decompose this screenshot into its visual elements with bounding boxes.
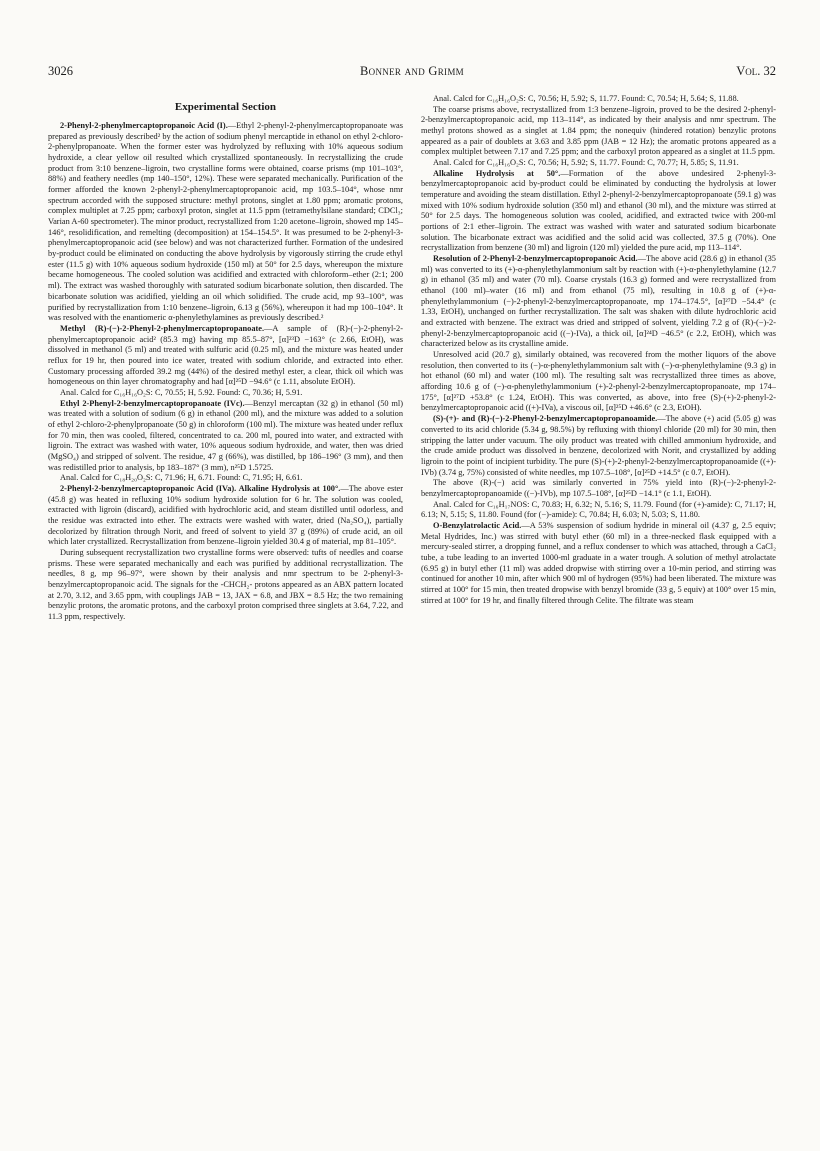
paragraph-heading: Ethyl 2-Phenyl-2-benzylmercaptopropanoate (IVc). (60, 398, 245, 408)
paragraph-text: The above (R)-(−) acid was similarly converted in 75% yield into (R)-(−)-2-phenyl-2-benzylmercaptopropanoamide ((−)-IVb), mp 107.5–108°, [α]²⁵D −14.1° (c 1.1, EtOH). (421, 478, 776, 498)
paragraph-heading: Resolution of 2-Phenyl-2-benzylmercaptopropanoic Acid. (433, 254, 638, 264)
two-column-body (48, 94, 776, 1124)
paragraph-text: Anal. Calcd for C₁₆H₁₆O₂S: C, 70.55; H, 5.92. Found: C, 70.36; H, 5.91. (60, 387, 303, 397)
paragraph-text: Unresolved acid (20.7 g), similarly obtained, was recovered from the mother liquors of the above resolution, then converted to its (−)-α-phenylethylammonium salt with (−)-α-phenylethylamine (9.3 g) in hot ethanol (60 ml) and water (100 ml). The resulting salt was recrystallized three times as above, affording 10.6 g of (−)-α-phenylethylammonium (+)-2-phenyl-2-benzylmercaptopropanoate, mp 174–175°, [α]²⁷D +53.8° (c 1.24, EtOH). This was converted, as above, into free (S)-(+)-2-phenyl-2-benzylmercaptopropanoic acid ((+)-IVa), a viscous oil, [α]²⁵D +46.6° (c 2.3, EtOH). (421, 350, 776, 413)
paragraph (421, 478, 776, 499)
paragraph-text: —The above acid (28.6 g) in ethanol (35 ml) was converted to its (+)-α-phenylethylammonium salt by reaction with (+)-α-phenylethylamine (12.7 g) in ethanol (35 ml) and water (70 ml). Coarse crystals (16.3 g) formed and were recrystallized from ethanol (100 ml)–water (16 ml) and from ethanol (75 ml), resulting in 10.8 g of (+)-α-phenylethylammonium (−)-2-phenyl-2-benzylmercaptopropanoate, mp 174–174.5°, [α]²⁷D −54.4° (c 1.33, EtOH), unchanged on further recrystallization. The salt was shaken with dilute hydrochloric acid and extracted with benzene. The extract was dried and stripped of solvent, yielding 7.2 g of (R)-(−)-2-phenyl-2-benzylmercaptopropanoic acid ((−)-IVa), a thick oil, [α]²⁴D −46.5° (c 2.2, EtOH), which was characterized below as its crystalline amide. (421, 254, 776, 349)
paragraph (421, 105, 776, 158)
paragraph-text: The coarse prisms above, recrystallized from 1:3 benzene–ligroin, proved to be the desired 2-phenyl-2-benzylmercaptopropanoic acid, mp 113–114°, as indicated by their analysis and nmr spectrum. The methyl protons showed as a singlet at 1.84 ppm; the nonequiv (hindered rotation) benzylic protons appeared as a pair of doublets at 3.63 and 3.85 ppm (JAB = 12 Hz); the aromatic protons appeared as a complex multiplet between 7.17 and 7.25 ppm; and the carboxyl proton appeared as a singlet at 11.5 ppm. (421, 104, 776, 157)
paragraph (421, 500, 776, 521)
right-column (421, 94, 776, 1124)
paragraph-text: —Formation of the above undesired 2-phenyl-3-benzylmercaptopropanoic acid by-product could be eliminated by conducting the hydrolysis at lower temperature and avoiding the steam distillation. Ethyl 2-phenyl-2-benzylmercaptopropanoate (59.1 g) was mixed with 10% sodium hydroxide solution (350 ml) and ethanol (30 ml), and the mixture was stirred at 50° for 2.5 days. The homogeneous solution was cooled, acidified, and extracted twice with 200-ml portions of 2:1 ether–ligroin. The extract was washed with water and saturated sodium bicarbonate solution. The bicarbonate extract was acidified and the solid acid was collected, 37.5 g (70%). One recrystallization from benzene (30 ml) and ligroin (120 ml) yielded the pure acid, mp 113–114°. (421, 168, 776, 253)
paragraph (48, 484, 403, 548)
paragraph (48, 121, 403, 324)
page-number: 3026 (48, 64, 73, 78)
paragraph (48, 473, 403, 484)
paragraph-text: —Benzyl mercaptan (32 g) in ethanol (50 ml) was treated with a solution of sodium (6 g) in ethanol (200 ml), and the mixture was added to a solution of ethyl 2-chloro-2-phenylpropanoate (50 g) in chloroform (100 ml). The mixture was heated under reflux for 70 min, then was cooled, filtered, concentrated to ca. 200 ml, poured into water, and extracted with ligroin. The extract was washed with water, 10% aqueous sodium hydroxide, and water, then was dried (MgSO₄) and stripped of solvent. The residue, 47 g (66%), was distilled, bp 186–196° (3 mm), and then was redistilled prior to analysis, bp 183–187° (3 mm), n²⁵D 1.5725. (48, 398, 403, 472)
left-column (48, 94, 403, 1124)
paragraph-text: —The above (+) acid (5.05 g) was converted to its acid chloride (5.34 g, 98.5%) by refluxing with thionyl chloride (20 ml) for 30 min, then stripping the latter under vacuum. The oily product was treated with chilled ammonium hydroxide, and the crude amide product was dissolved in benzene, decolorized with Norit, and crystallized by adding ligroin to the point of incipient turbidity. The pure (S)-(+)-2-phenyl-2-benzylmercaptopropanoamide ((+)-IVb) (3.74 g, 75%) consisted of white needles, mp 107.5–108°, [α]²⁵D +14.5° (c 0.7, EtOH). (421, 414, 776, 477)
running-authors: Bonner and Grimm (360, 64, 464, 78)
running-header (48, 64, 776, 82)
paragraph-heading: O-Benzylatrolactic Acid. (433, 520, 522, 530)
paragraph (48, 548, 403, 623)
paragraph-text: During subsequent recrystallization two crystalline forms were observed: tufts of needles and coarse prisms. These were separated mechanically and each was purified by additional recrystallization. The needles, 8 g, mp 96–97°, were shown by their analysis and nmr spectrum to be 2-phenyl-3-benzylmercaptopropanoic acid. The signals for the -CHCH₂- protons appeared as an ABX pattern located at 2.70, 3.12, and 3.65 ppm, with couplings JAB = 13, JAX = 6.8, and JBX = 8.5 Hz; the two remaining benzylic protons, the aromatic protons, and the carboxyl proton comprised three singlets at 3.64, 7.22, and 11.3 ppm, respectively. (48, 547, 403, 621)
paragraph-text: —A 53% suspension of sodium hydride in mineral oil (4.37 g, 2.5 equiv; Metal Hydrides, Inc.) was stirred with butyl ether (60 ml) in a three-necked flask equipped with a mercury-sealed stirrer, a dropping funnel, and a reflux condenser to which was attached, through a CaCl₂ tube, a tube leading to an inverted 1000-ml graduate in a water trough. A solution of methyl atrolactate (6.95 g) in butyl ether (11 ml) was added dropwise with stirring over a 10-min period, and stirring was continued for another 10 min, after which 900 ml of hydrogen (95%) had been liberated. The mixture was stirred at 100° for 15 min, then treated dropwise with benzyl bromide (33 g, 5 equiv) at 100° over 15 min, stirred at 100° for 19 hr, and finally filtered through Celite. The filtrate was steam (421, 520, 776, 605)
paragraph (421, 414, 776, 478)
paragraph (48, 399, 403, 474)
paragraph (48, 324, 403, 388)
paragraph (421, 521, 776, 606)
paragraph-text: Anal. Calcd for C₁₈H₂₀O₂S: C, 71.96; H, 6.71. Found: C, 71.95; H, 6.61. (60, 473, 303, 483)
paragraph-heading: 2-Phenyl-2-phenylmercaptopropanoic Acid (I). (60, 121, 228, 131)
paragraph-text: —The above ester (45.8 g) was heated in refluxing 10% sodium hydroxide solution for 6 hr. The solution was cooled, extracted with ligroin (discard), acidified with hydrochloric acid, and steam distilled until odorless, and the residue was extracted into ether. The extracts were washed with water, dried (Na₂SO₄), partially decolorized by filtration through Norit, and freed of solvent to yield 37 g (89%) of crude acid, an oil which later crystallized. Recrystallization from benzene–ligroin yielded 30.4 g of material, mp 81–105°. (48, 483, 403, 547)
paragraph-text: Anal. Calcd for C₁₆H₁₆O₂S: C, 70.56; H, 5.92; S, 11.77. Found: C, 70.54; H, 5.64; S, 11.88. (433, 94, 739, 103)
paragraph-heading: Alkaline Hydrolysis at 50°. (433, 168, 561, 178)
paragraph-heading: (S)-(+)- and (R)-(−)-2-Phenyl-2-benzylmercaptopropanoamide. (433, 414, 658, 424)
paragraph (421, 254, 776, 350)
paragraph-heading: Methyl (R)-(−)-2-Phenyl-2-phenylmercaptopropanoate. (60, 323, 265, 333)
paragraph-text: Anal. Calcd for C₁₆H₁₇NOS: C, 70.83; H, 6.32; N, 5.16; S, 11.79. Found (for (+)-amide): C, 71.17; H, 6.13; N, 5.15; S, 11.80. Found (for (−)-amide): C, 70.84; H, 6.03; N, 5.03; S, 11.80. (421, 499, 776, 520)
paragraph (421, 350, 776, 414)
section-title: Experimental Section (174, 101, 277, 113)
paragraph-text: —A sample of (R)-(−)-2-phenyl-2-phenylmercaptopropanoic acid² (85.3 mg) having mp 85.5–87°, [α]²³D −163° (c 2.66, EtOH), was dissolved in methanol (5 ml) and treated with sulfuric acid (0.25 ml), and the mixture was heated under reflux for 19 hr, then poured into ice water, treated with sodium chloride, and extracted into ether. Customary processing afforded 39.2 mg (44%) of the desired methyl ester, a clear, thick oil which was homogeneous on thin layer chromatography and had [α]²⁵D −94.6° (c 1.11, absolute EtOH). (48, 323, 403, 387)
paragraph-text: —Ethyl 2-phenyl-2-phenylmercaptopropanoate was prepared as previously described² by the action of sodium phenyl mercaptide in ethanol on ethyl 2-chloro-2-phenylpropanoate. When the former ester was hydrolyzed by refluxing with 10% aqueous sodium hydroxide, a clear yellow oil resulted which crystallized spontaneously. In recrystallizing the crude product from 3:10 benzene–ligroin, two crystalline forms were obtained, coarse prisms (mp 101–103°, 88%) and feathery needles (mp 140–150°, 12%). These were separated mechanically. Purification of the former afforded the known 2-phenyl-2-phenylmercaptopropanoic acid, mp 103.5–104°, whose nmr spectrum accorded with the supposed structure: methyl protons, singlet at 1.80 ppm; aromatic protons, complex multiplet at 7.25 ppm; carboxyl proton, singlet at 11.5 ppm (tetramethylsilane standard; CDCl₃; Varian A-60 spectrometer). The minor product, recrystallized from 1:20 acetone–ligroin, showed mp 145–146°, resolidification, and remelting (decomposition) at 154–154.5°. It was presumed to be 2-phenyl-3-phenylmercaptopropanoic acid (see below) and was not characterized further. Formation of the undesired by-product could be eliminated on conducting the above hydrolysis by vigorously stirring the crude ethyl ester (11.5 g) with 10% aqueous sodium hydroxide (150 ml) at 50° for 2.5 days, whereupon the mixture became homogeneous. The cooled solution was acidified and extracted with chloroform–ether (2:1; 200 ml). The extract was washed thoroughly with saturated sodium bicarbonate solution, then discarded. The bicarbonate solution was acidified, yielding an oil which solidified. The crude acid, mp 93–100°, was purified by recrystallization from 1:10 benzene–ligroin, 6.13 g (56%), whereupon it had mp 100–104°. It was resolved with the enantiomeric α-phenylethylamines as previously described.² (48, 121, 403, 323)
paragraph (421, 158, 776, 169)
paragraph-heading: 2-Phenyl-2-benzylmercaptopropanoic Acid (IVa). Alkaline Hydrolysis at 100°. (60, 483, 341, 493)
paragraph-text: Anal. Calcd for C₁₆H₁₆O₂S: C, 70.56; H, 5.92; S, 11.77. Found: C, 70.77; H, 5.85; S, 11.91. (433, 158, 739, 168)
paragraph (421, 169, 776, 254)
volume-label: Vol. 32 (736, 64, 776, 78)
paragraph (421, 94, 776, 105)
paragraph (48, 388, 403, 399)
